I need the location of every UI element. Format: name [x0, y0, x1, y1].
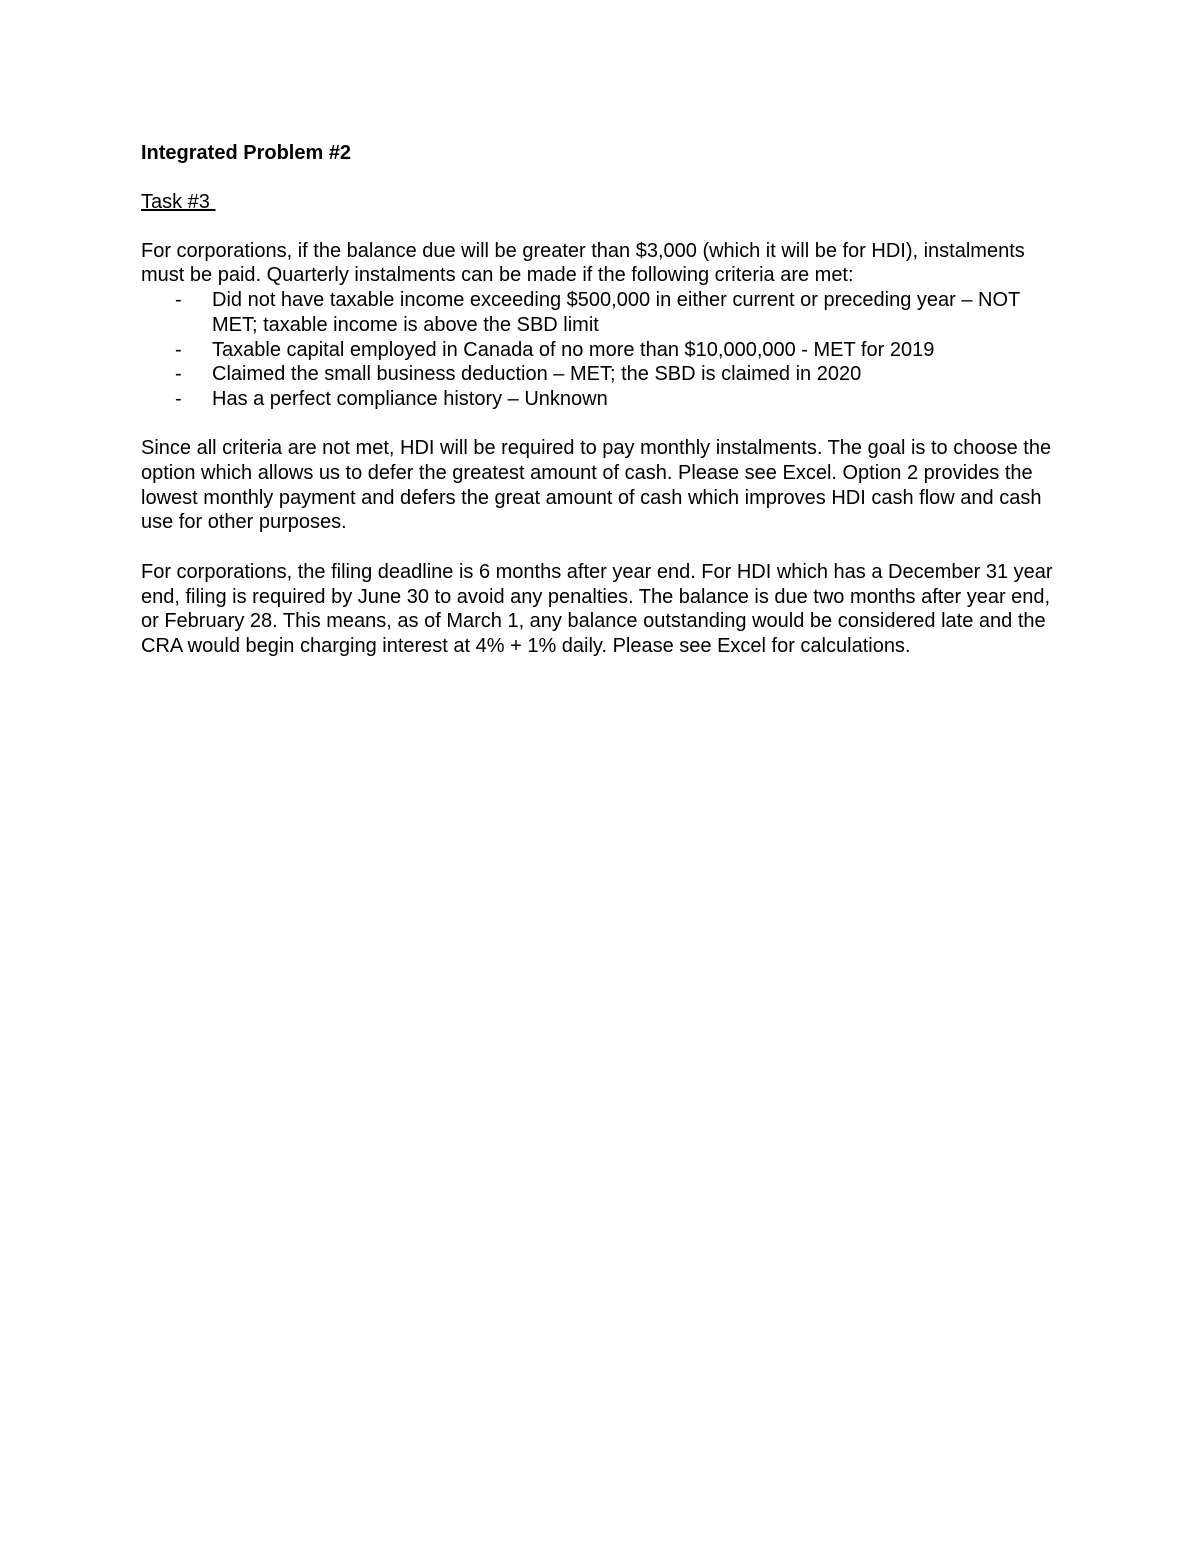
criteria-text: Did not have taxable income exceeding $500,000 in either current or preceding year – NOT MET; taxable income is above the SBD limit	[212, 289, 1020, 336]
criteria-text: Taxable capital employed in Canada of no more than $10,000,000 - MET for 2019	[212, 338, 935, 361]
bullet-dash: -	[175, 289, 182, 312]
criteria-item	[141, 288, 1066, 337]
task-heading: Task #3	[141, 191, 216, 213]
filing-deadline-paragraph: For corporations, the filing deadline is 6 months after year end. For HDI which has a December 31 year end, filing is required by June 30 to avoid any penalties. The balance is due two months after year end, or February 28. This means, as of March 1, any balance outstanding would be considered late and the CRA would begin charging interest at 4% + 1% daily. Please see Excel for calculations.	[141, 560, 1053, 657]
criteria-text: Has a perfect compliance history – Unknown	[212, 387, 608, 410]
bullet-dash: -	[175, 363, 182, 386]
instalments-paragraph: Since all criteria are not met, HDI will be required to pay monthly instalments. The goal is to choose the option which allows us to defer the greatest amount of cash. Please see Excel. Option 2 provides the lowest monthly payment and defers the great amount of cash which improves HDI cash flow and cash use for other purposes.	[141, 437, 1052, 534]
bullet-dash: -	[175, 387, 182, 410]
criteria-item	[141, 362, 1066, 387]
criteria-item	[141, 338, 1066, 363]
intro-paragraph: For corporations, if the balance due will be greater than $3,000 (which it will be for HDI), instalments must be paid. Quarterly instalments can be made if the following criteria are met:	[141, 239, 1025, 287]
bullet-dash: -	[175, 338, 182, 361]
criteria-text: Claimed the small business deduction – MET; the SBD is claimed in 2020	[212, 363, 862, 386]
document-body	[141, 141, 1066, 659]
criteria-item	[141, 387, 1066, 412]
criteria-list	[141, 288, 1066, 412]
document-title: Integrated Problem #2	[141, 142, 352, 164]
